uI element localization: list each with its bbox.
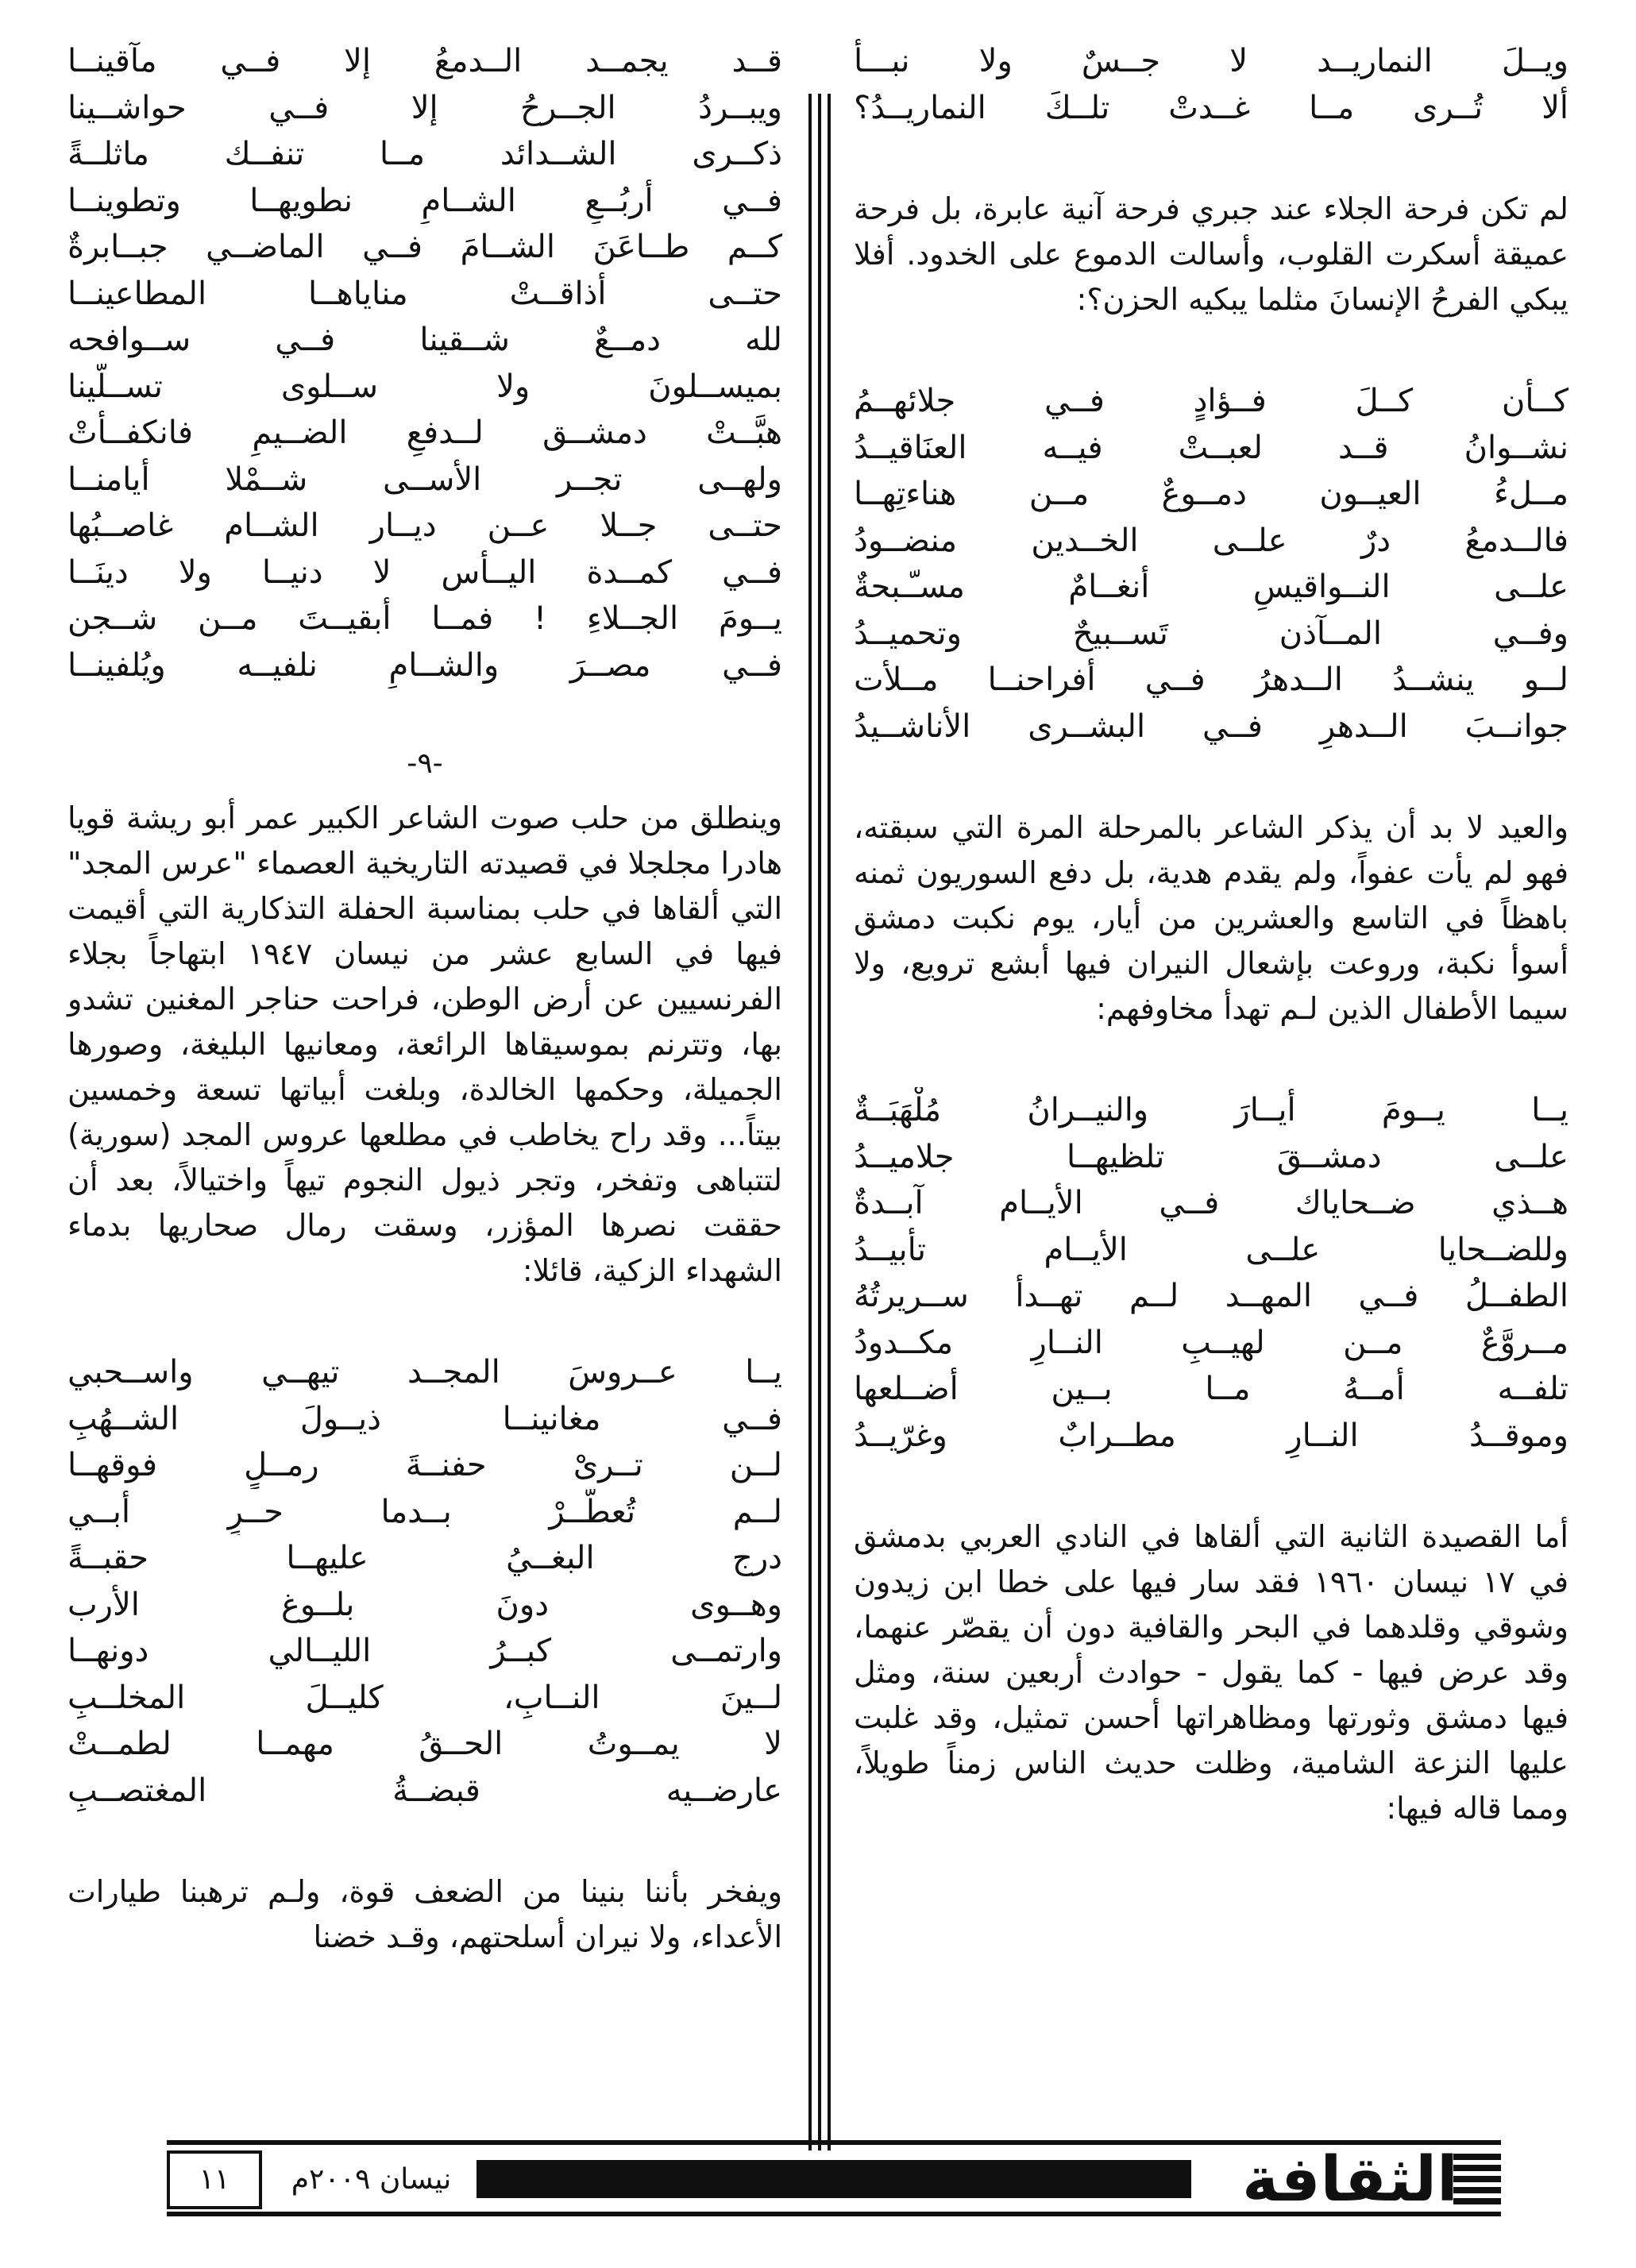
verse-line: وموقــدُ النــارِ مطــرابٌ وغرّيــدُ — [854, 1417, 1568, 1454]
verse-line: فالــدمعُ درٌ علــى الخــدين منضــودُ — [854, 522, 1568, 559]
verse-line: حتــى جــلا عــن ديــار الشــام غاصــبُها — [68, 507, 782, 544]
verse-line: ويــلَ النماريــد لا جــسٌ ولا نبـــأُ — [854, 43, 1568, 79]
verse-line: ألا تُــرى مــا غــدتْ تلــكَ النماريــدُ؟ — [854, 89, 1568, 126]
paragraph: ويفخر بأننا بنينا من الضعف قوة، ولـم ترهبنا طيارات الأعداء، ولا نيران أسلحتهم، وقـد خضنا — [68, 1874, 782, 1954]
paragraph: لم تكن فرحة الجلاء عند جبري فرحة آنية عابرة، بل فرحة عميقة أسكرت القلوب، وأسالت الدموع على الخدود. أفلا يبكي الفرحُ الإنسانَ مثلما يبكيه الحزن؟: — [854, 191, 1568, 317]
verse-line: جوانــبَ الــدهرِ فــي البشــرى الأناشــيدُ — [854, 708, 1568, 745]
magazine-logo: الثقافة — [1242, 2144, 1458, 2216]
verse-line: مــروَّعٌ مــن لهيــبِ النــارِ مكــدودُ — [854, 1324, 1568, 1361]
verse-line: وللضــحايا علــى الأيــام تأبيــدُ — [854, 1231, 1568, 1268]
verse-line: درج البغــيُ عليهــا حقبــةً — [68, 1540, 782, 1576]
verse-line: نشــوانُ قــد لعبــتْ فيــه العنَاقيــدُ — [854, 429, 1568, 466]
footer-black-bar — [477, 2160, 1191, 2198]
verse-line: الطفــلُ فــي المهــد لــم تهــدأ ســريرتُهُ — [854, 1278, 1568, 1314]
verse-line: وفــي المــآذن تَســبيحٌ وتحميــدُ — [854, 615, 1568, 652]
verse-line: علــى النــواقيسِ أنغــامٌ مسـّـبحةٌ — [854, 569, 1568, 605]
verse-line: فــي مصــرَ والشــامِ نلفيــه ويُلفينــا — [68, 646, 782, 684]
verse-line: ذكــرى الشــدائد مــا تنفــك ماثلــةً — [68, 136, 782, 172]
verse-line: هبَّــتْ دمشــق لــدفعِ الضــيمِ فانكفــأتْ — [68, 415, 782, 451]
poem-stanza — [854, 38, 1568, 131]
verse-line: يــا عــروسَ المجــد تيهــي واســحبي — [68, 1354, 782, 1390]
verse-line: فــي أربُــعِ الشــامِ نطويهــا وتطوينــا — [68, 182, 782, 219]
verse-line: حتــى أذاقــتْ مناياهــا المطاعينــا — [68, 275, 782, 312]
verse-line: كــأن كــلَ فــؤادٍ فــي جلائهــمُ — [854, 383, 1568, 419]
verse-line: يــومَ الجــلاءِ ! فمــا أبقيــتَ مــن شــجن — [68, 600, 782, 637]
column-divider — [828, 94, 831, 2150]
poem-stanza — [68, 38, 782, 688]
verse-line: فــي مغانينــا ذيــولَ الشــهُبِ — [68, 1400, 782, 1437]
verse-line: كــم طــاعَنَ الشــامَ فــي الماضــي جبــابرةٌ — [68, 229, 782, 265]
column-divider — [818, 94, 821, 2150]
verse-line: لــينَ النــابِ، كليــلَ المخلــبِ — [68, 1679, 782, 1716]
issue-date: نيسان ٢٠٠٩م — [291, 2163, 452, 2196]
poem-stanza — [854, 378, 1568, 750]
verse-line: بميســلونَ ولا ســلوى تســلّينا — [68, 368, 782, 405]
paragraph: وينطلق من حلب صوت الشاعر الكبير عمر أبو ريشة قويا هادرا مجلجلا في قصيدته التاريخية العصماء "عرس المجد" التي ألقاها في حلب بمناسبة الحفلة التذكارية التي أقيمت فيها في السابع عشر من نيسان ١٩٤٧ ابتهاجاً بجلاء الفرنسيين عن أرض الوطن، فراحت حناجر المغنين تشدو بها، وتترنم بموسيقاها الرائعة، ومعانيها البليغة، وصورها الجميلة، وحكمها الخالدة، وبلغت أبياتها تسعة وخمسين بيتاً... وقد راح يخاطب في مطلعها عروس المجد (سورية) لتتباهى وتفخر، وتجر ذيول النجوم تيهاً واختيالاً، بعد أن حققت نصرها المؤزر، وسقت رمال صحاريها بدماء الشهداء الزكية، قائلا: — [68, 800, 782, 1288]
verse-line: فــي كمــدة اليــأس لا دنيــا ولا دينَــا — [68, 554, 782, 591]
poem-stanza — [68, 1349, 782, 1814]
verse-line: مــلءُ العيــون دمــوعٌ مــن هناءتِهــا — [854, 476, 1568, 512]
verse-line: يــا يــومَ أيــارَ والنيــرانُ مُلْهَبَــةٌ — [854, 1092, 1568, 1128]
verse-line: لا يمــوتُ الحــقُ مهمــا لطمــتْ — [68, 1726, 782, 1762]
left-column — [68, 38, 782, 1960]
paragraph: والعيد لا بد أن يذكر الشاعر بالمرحلة المرة التي سبقته، فهو لم يأت عفواً، ولم يقدم هدية، بل دفع السوريون ثمنه باهظاً في التاسع والعشرين من أيار، يوم نكبت دمشق أسوأ نكبة، وروعت بإشعال النيران فيها أبشع ترويع، ولا سيما الأطفال الذين لـم تهدأ مخاوفهم: — [854, 810, 1568, 1026]
verse-line: وارتمــى كبــرُ الليــالي دونهــا — [68, 1633, 782, 1669]
section-number: -٩- — [407, 747, 443, 780]
verse-line: تلفــه أمــهُ مــا بــين أضــلعها — [854, 1371, 1568, 1407]
page-number: ١١ — [167, 2150, 262, 2209]
verse-line: علــى دمشــقَ تلظيهــا جلاميــدُ — [854, 1138, 1568, 1175]
verse-line: قــد يجمــد الــدمعُ إلا فــي مآقينــا — [68, 43, 782, 79]
verse-line: لــن تــرىْ حفنــةَ رمــلٍ فوقهــا — [68, 1447, 782, 1483]
verse-line: عارضــيه قبضــةُ المغتصــبِ — [68, 1772, 782, 1809]
verse-line: لــم تُعطَّــرْ بــدما حــرٍ أبــي — [68, 1493, 782, 1530]
verse-line: هــذي ضــحاياك فــي الأيــام آبــدةٌ — [854, 1185, 1568, 1221]
paragraph: أما القصيدة الثانية التي ألقاها في النادي العربي بدمشق في ١٧ نيسان ١٩٦٠ فقد سار فيها على خطا ابن زيدون وشوقي وقلدهما في البحر والقافية دون أن يقصّر عنهما، وقد عرض فيها - كما يقول - حوادث أربعين سنة، ومثل فيها دمشق وثورتها ومظاهراتها أحسن تمثيل، وقد غلبت عليها النزعة الشامية، وظلت حديث الناس زمناً طويلاً، ومما قاله فيها: — [854, 1519, 1568, 1826]
verse-line: لــو ينشــدُ الــدهرُ فــي أفراحنــا مــلأت — [854, 662, 1568, 698]
verse-line: ولهــى تجــر الأســى شــمْلا أيامنــا — [68, 461, 782, 498]
verse-line: لله دمــعٌ شــقينا فــي ســوافحه — [68, 322, 782, 358]
right-column — [854, 38, 1568, 1831]
verse-line: وهــوى دونَ بلــوغ الأرب — [68, 1586, 782, 1623]
verse-line: ويبــردُ الجــرحُ إلا فــي حواشــينا — [68, 89, 782, 126]
poem-stanza — [854, 1087, 1568, 1459]
column-divider — [808, 94, 812, 2150]
